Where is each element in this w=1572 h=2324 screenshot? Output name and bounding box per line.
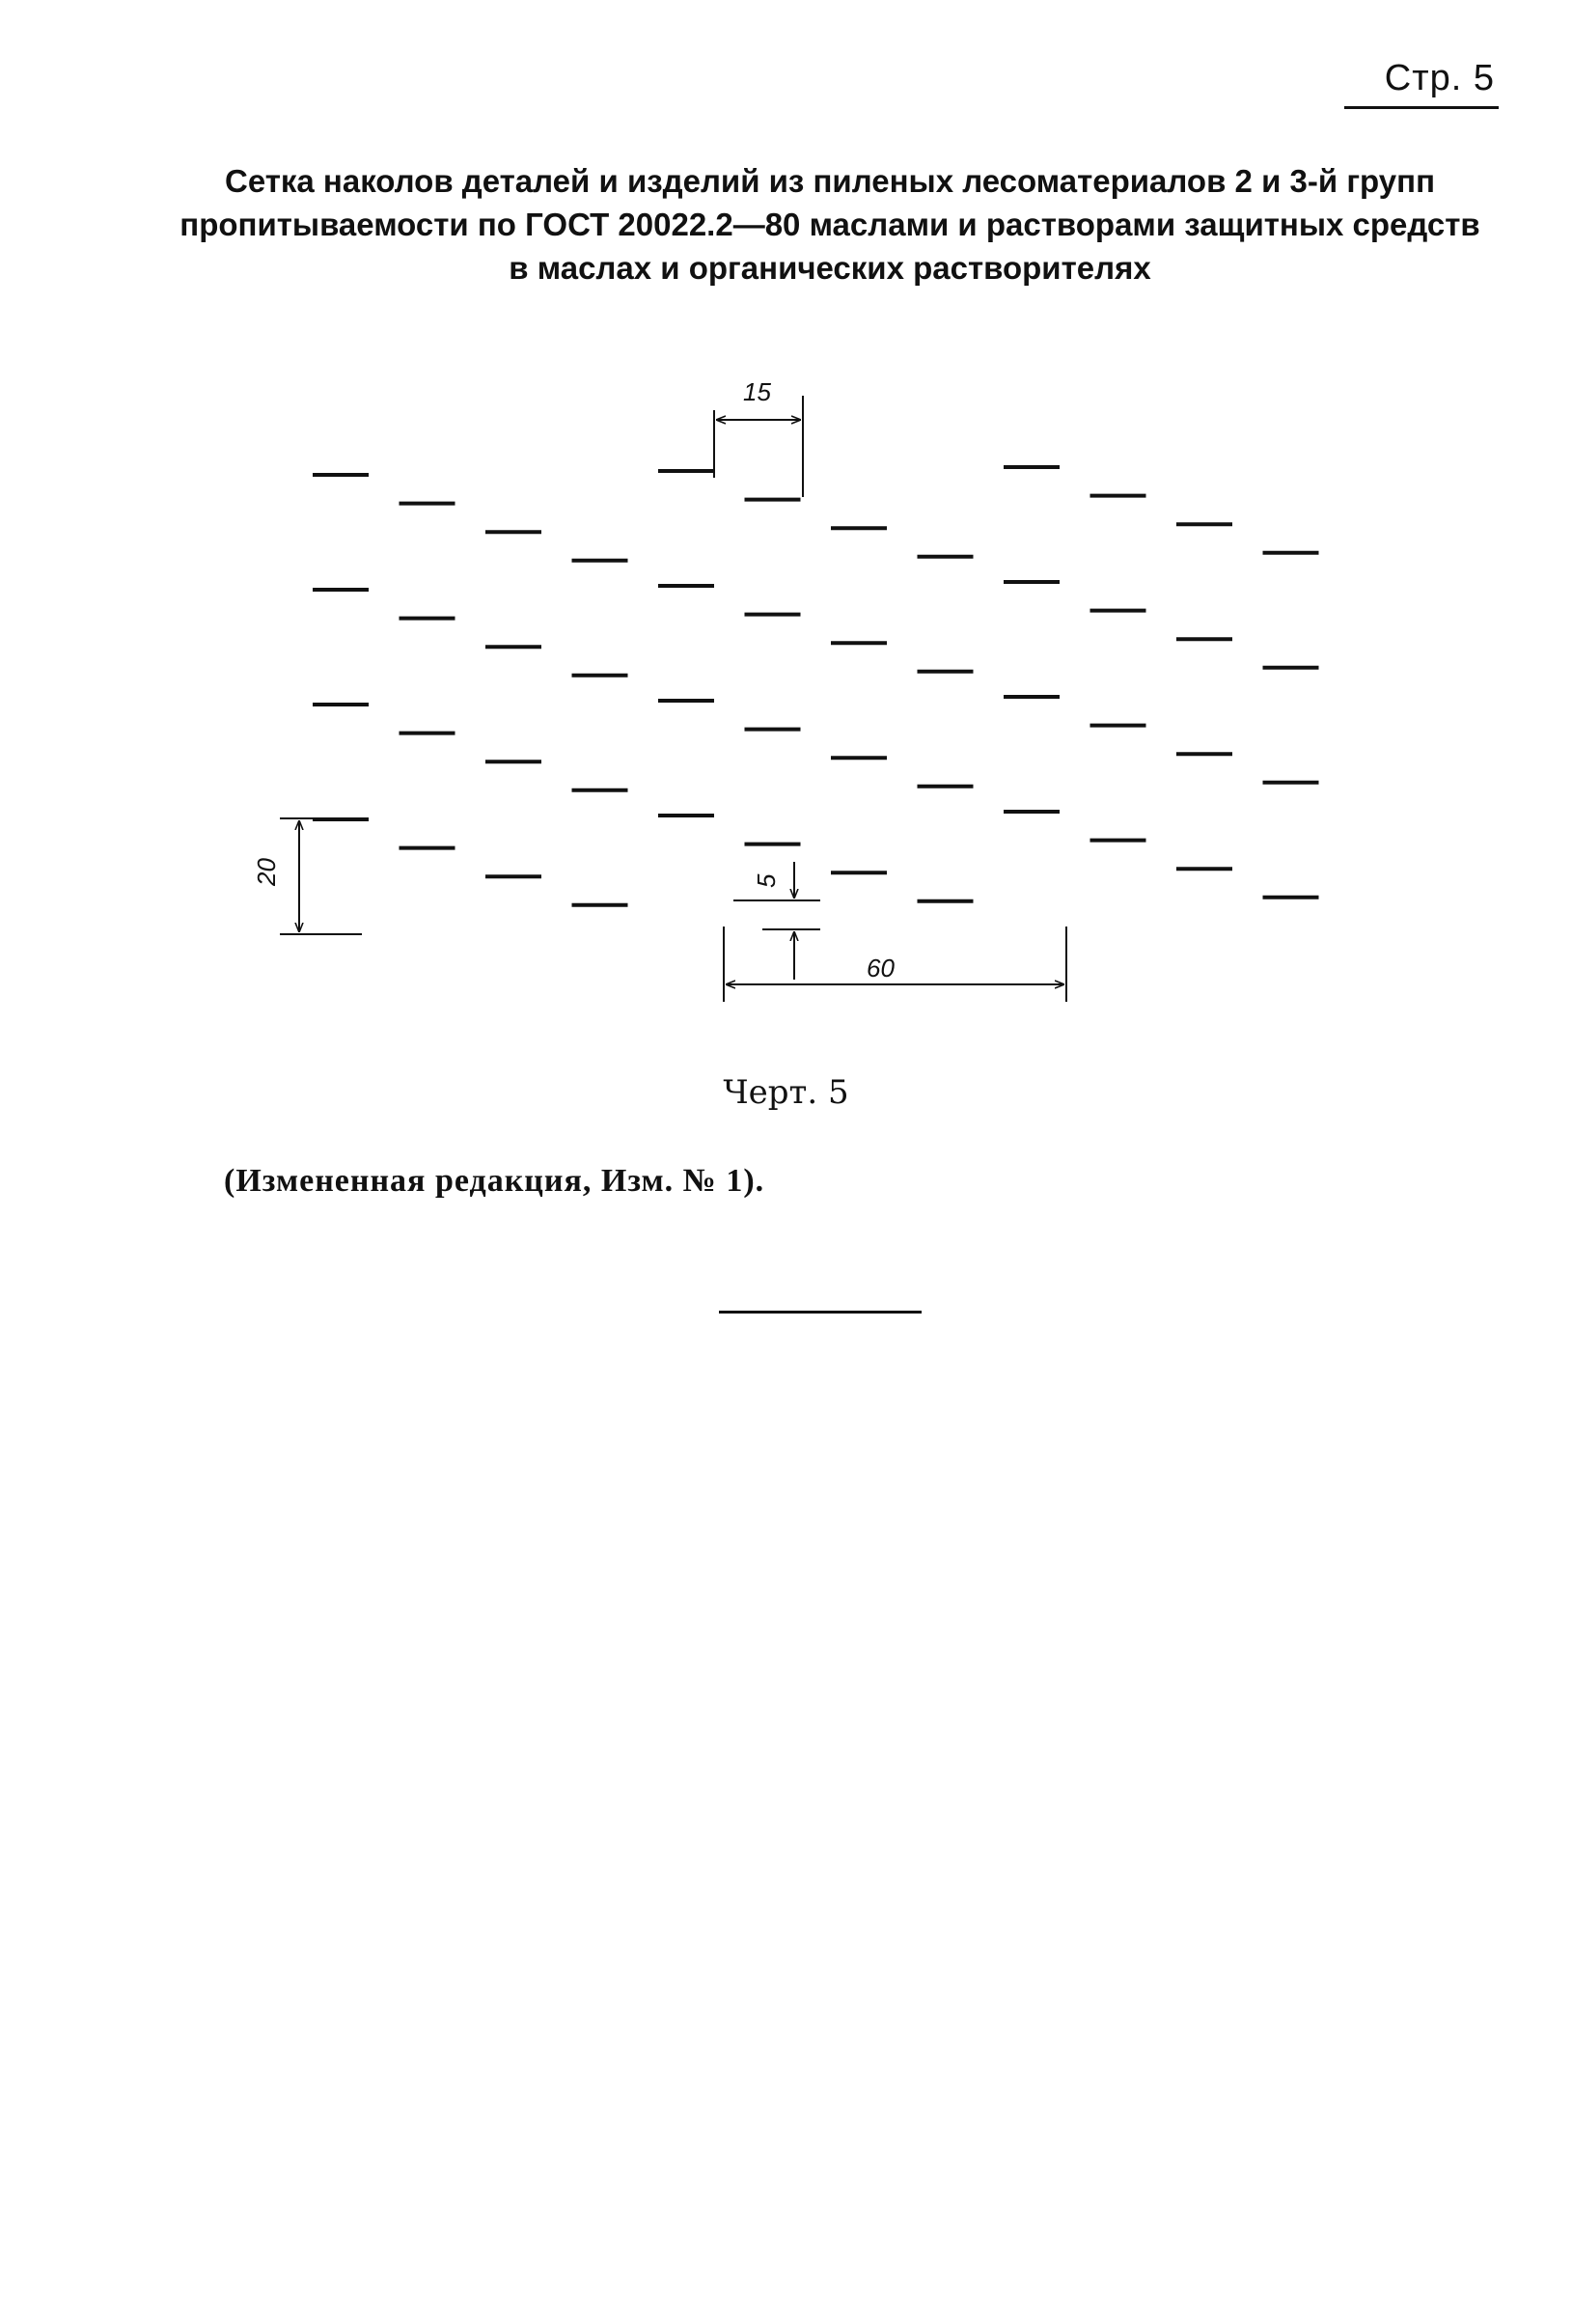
document-title: [154, 159, 1505, 290]
page-number-underline: [1344, 106, 1499, 109]
page-number: Стр. 5: [1384, 58, 1495, 98]
end-rule: [719, 1311, 922, 1314]
dimension-label-5: 5: [752, 873, 781, 888]
dimension-label-60: 60: [867, 954, 895, 982]
amendment-note: (Измененная редакция, Изм. № 1).: [224, 1163, 765, 1199]
puncture-marks: [313, 467, 1319, 905]
figure-caption: Черт. 5: [723, 1073, 849, 1112]
title-line-1: Сетка наколов деталей и изделий из пиленых лесоматериалов 2 и 3-й групп: [224, 163, 1436, 199]
title-line-3: в маслах и органических растворителях: [509, 250, 1151, 286]
title-line-2: пропитываемости по ГОСТ 20022.2—80 маслами и растворами защитных средств: [179, 207, 1480, 242]
dimension-label-20: 20: [252, 858, 281, 886]
dimension-label-15: 15: [743, 377, 771, 406]
puncture-grid-drawing: [241, 367, 1399, 1042]
